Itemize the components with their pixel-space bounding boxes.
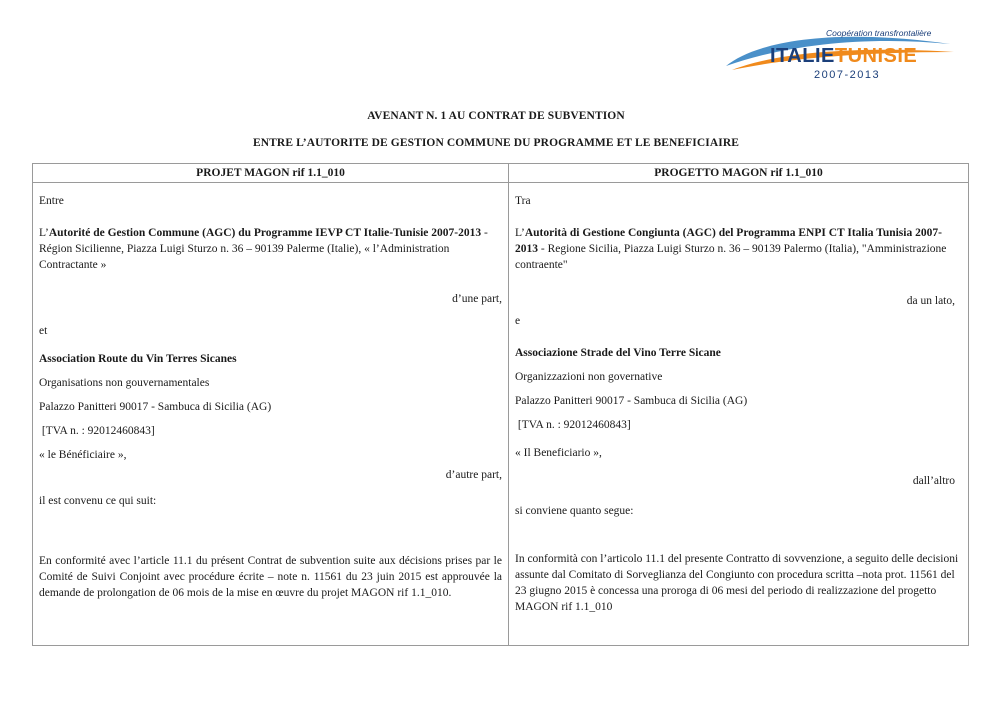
fr-authority-name: Autorité de Gestion Commune (AGC) du Programme IEVP CT Italie-Tunisie 2007-2013: [48, 227, 482, 239]
it-tra: Tra: [515, 195, 531, 207]
it-body: In conformità con l’articolo 11.1 del presente Contratto di sovvenzione, a seguito delle decisioni assunte dal Comitato di Sorveglianza del Congiunto con procedura scritta –nota prot. 11561 del 23 giugno 2015 è concessa una proroga di 06 mesi del periodo di realizzazione del progetto MAGON rif 1.1_010: [515, 553, 959, 613]
logo-subtitle: Coopération transfrontalière: [826, 28, 932, 38]
it-un-lato: da un lato,: [906, 295, 955, 307]
fr-column: [33, 183, 509, 646]
it-authority: L’Autorità di Gestione Congiunta (AGC) del Programma ENPI CT Italia Tunisia 2007-2013 - Regione Sicilia, Piazza Luigi Sturzo n. 36 – 90139 Palermo (Italia), "Amministrazione contraente": [515, 227, 947, 271]
it-beneficiario: « Il Beneficiario »,: [515, 447, 602, 459]
fr-address: Palazzo Panitteri 90017 - Sambuca di Sicilia (AG): [39, 401, 272, 413]
fr-body: En conformité avec l’article 11.1 du présent Contrat de subvention suite aux décisions prises par le Comité de Suivi Conjoint avec procédure écrite – note n. 11561 du 23 juin 2015 est approuvée la demande de prolongation de 06 mois de la mise en œuvre du projet MAGON rif 1.1_010.: [39, 555, 502, 599]
header-row: [33, 164, 969, 183]
it-address: Palazzo Panitteri 90017 - Sambuca di Sicilia (AG): [515, 395, 748, 407]
it-column: [509, 183, 969, 646]
fr-association-type: Organisations non gouvernamentales: [39, 377, 210, 389]
fr-authority-address: - Région Sicilienne, Piazza Luigi Sturzo n. 36 – 90139 Palerme (Italie), « l’Administration Contractante »: [39, 227, 488, 271]
logo-word-tunisie: TUNISIE: [834, 45, 918, 67]
fr-une-part: d’une part,: [452, 293, 502, 305]
it-authority-address: - Regione Sicilia, Piazza Luigi Sturzo n. 36 – 90139 Palermo (Italia), "Amministrazione contraente": [515, 243, 947, 271]
logo-years: 2007-2013: [814, 69, 881, 81]
program-logo: [718, 22, 958, 84]
fr-autre-part: d’autre part,: [445, 469, 502, 481]
it-altro: dall’altro: [912, 475, 955, 487]
document-subtitle: ENTRE L’AUTORITE DE GESTION COMMUNE DU PROGRAMME ET LE BENEFICIAIRE: [252, 137, 740, 149]
document-title: AVENANT N. 1 AU CONTRAT DE SUBVENTION: [367, 110, 625, 122]
fr-et: et: [39, 325, 48, 337]
svg-text:ITALIETUNISIE: [770, 45, 917, 67]
bilingual-table: [32, 163, 969, 646]
fr-convenu: il est convenu ce qui suit:: [39, 495, 157, 507]
fr-authority: L’Autorité de Gestion Commune (AGC) du Programme IEVP CT Italie-Tunisie 2007-2013 - Région Sicilienne, Piazza Luigi Sturzo n. 36 – 90139 Palerme (Italie), « l’Administration Contractante »: [39, 227, 488, 271]
fr-tva: [TVA n. : 92012460843]: [39, 425, 155, 437]
logo-word-italie: ITALIE: [770, 45, 835, 67]
it-conviene: si conviene quanto segue:: [515, 505, 634, 517]
it-header: PROGETTO MAGON rif 1.1_010: [509, 164, 969, 183]
it-authority-name: Autorità di Gestione Congiunta (AGC) del Programma ENPI CT Italia Tunisia 2007-2013: [515, 227, 942, 255]
fr-entre: Entre: [39, 195, 64, 207]
fr-beneficiaire: « le Bénéficiaire »,: [39, 449, 127, 461]
it-tva: [TVA n. : 92012460843]: [515, 419, 631, 431]
it-association-name: Associazione Strade del Vino Terre Sicane: [515, 347, 721, 359]
content-row: [33, 183, 969, 646]
fr-association-name: Association Route du Vin Terres Sicanes: [39, 353, 237, 365]
it-e: e: [515, 315, 521, 327]
fr-header: PROJET MAGON rif 1.1_010: [33, 164, 509, 183]
it-association-type: Organizzazioni non governative: [515, 371, 663, 383]
